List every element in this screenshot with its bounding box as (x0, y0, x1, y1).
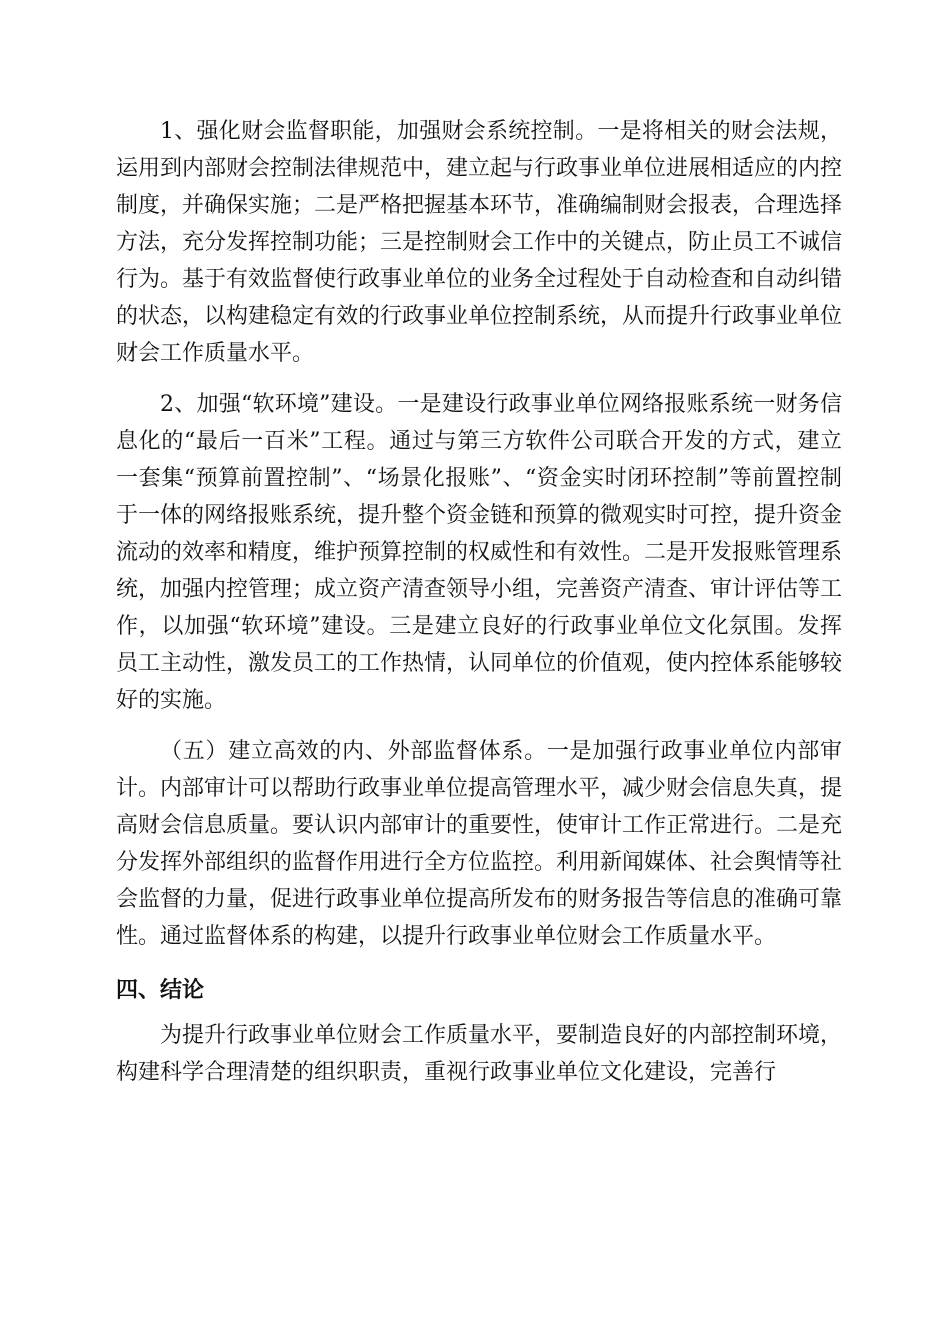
section-heading-conclusion: 四、结论 (116, 978, 205, 1003)
document-body (116, 113, 842, 1091)
paragraph-conclusion: 为提升行政事业单位财会工作质量水平，要制造良好的内部控制环境，构建科学合理清楚的组织职责，重视行政事业单位文化建设，完善行 (116, 1023, 843, 1085)
paragraph-soft-environment: 2、加强“软环境”建设。一是建设行政事业单位网络报账系统一财务信息化的“最后一百米”工程。通过与第三方软件公司联合开发的方式，建立一套集“预算前置控制”、“场景化报账”、“资金实时闭环控制”等前置控制于一体的网络报账系统，提升整个资金链和预算的微观实时可控，提升资金流动的效率和精度，维护预算控制的权威性和有效性。二是开发报账管理系统，加强内控管理；成立资产清查领导小组，完善资产清查、审计评估等工作，以加强“软环境”建设。三是建立良好的行政事业单位文化氛围。发挥员工主动性，激发员工的工作热情，认同单位的价值观，使内控体系能够较好的实施。 (116, 392, 843, 713)
paragraph-financial-supervision: 1、强化财会监督职能，加强财会系统控制。一是将相关的财会法规，运用到内部财会控制法律规范中，建立起与行政事业单位进展相适应的内控制度，并确保实施；二是严格把握基本环节，准确编制财会报表，合理选择方法，充分发挥控制功能；三是控制财会工作中的关键点，防止员工不诚信行为。基于有效监督使行政事业单位的业务全过程处于自动检查和自动纠错的状态，以构建稳定有效的行政事业单位控制系统，从而提升行政事业单位财会工作质量水平。 (116, 119, 843, 366)
paragraph-supervision-system: （五）建立高效的内、外部监督体系。一是加强行政事业单位内部审计。内部审计可以帮助行政事业单位提高管理水平，减少财会信息失真，提高财会信息质量。要认识内部审计的重要性，使审计工作正常进行。二是充分发挥外部组织的监督作用进行全方位监控。利用新闻媒体、社会舆情等社会监督的力量，促进行政事业单位提高所发布的财务报告等信息的准确可靠性。通过监督体系的构建，以提升行政事业单位财会工作质量水平。 (116, 739, 843, 949)
